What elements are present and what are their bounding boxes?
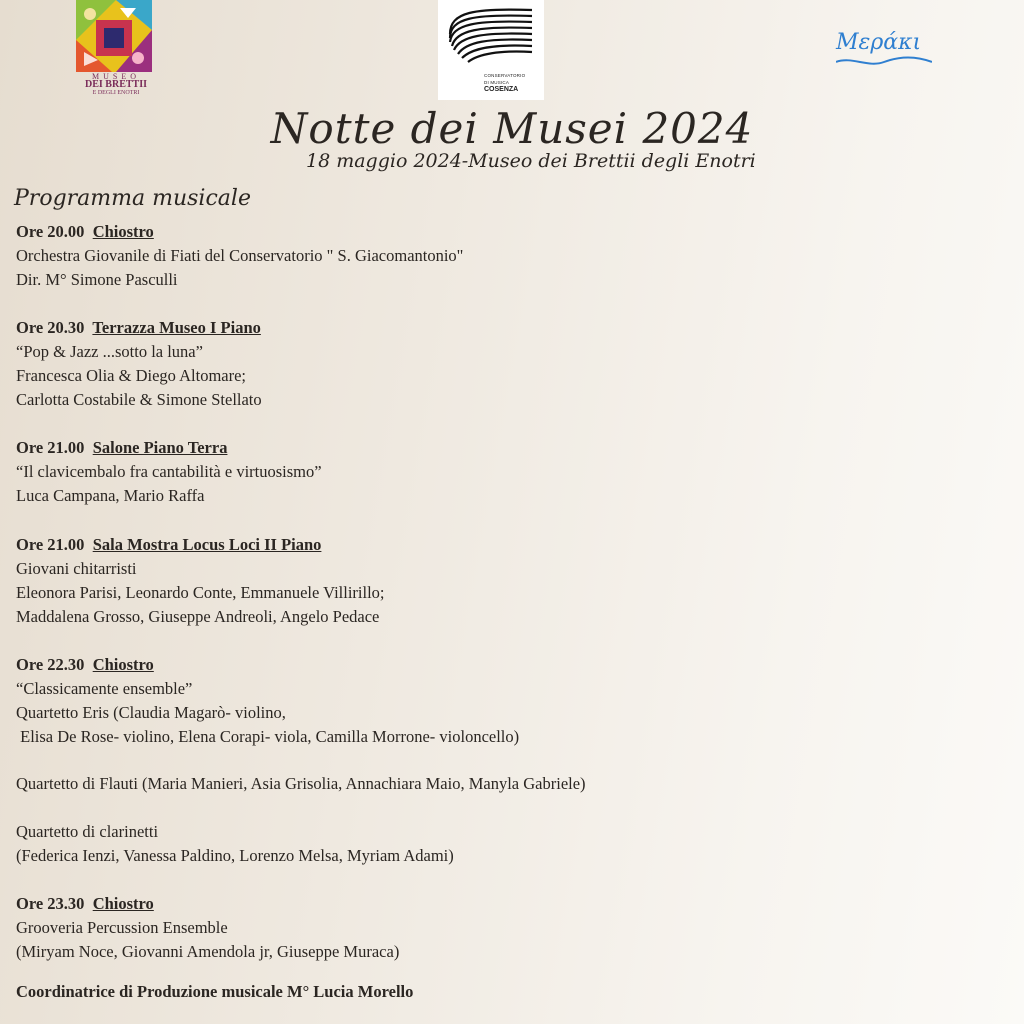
event-time: Ore 22.30 (16, 655, 85, 674)
event-time: Ore 21.00 (16, 535, 85, 554)
museum-logo-line2: DEI BRETTII (85, 79, 147, 90)
event-line: (Federica Ienzi, Vanessa Paldino, Lorenzo Melsa, Myriam Adami) (16, 846, 454, 865)
event-venue: Terrazza Museo I Piano (92, 318, 261, 337)
event-line: “Classicamente ensemble” (16, 679, 193, 698)
event-venue: Chiostro (92, 894, 154, 913)
event-heading (16, 438, 227, 458)
event-line: Francesca Olia & Diego Altomare; (16, 366, 247, 385)
conservatory-logo (438, 0, 544, 100)
event-heading (16, 655, 154, 675)
museum-logo-line1: MUSEO (91, 72, 140, 81)
event-line: Dir. M° Simone Pasculli (16, 270, 178, 289)
event-venue: Chiostro (92, 655, 154, 674)
meraki-wave-icon (836, 56, 932, 68)
event-time: Ore 23.30 (16, 894, 85, 913)
event-line: Quartetto Eris (Claudia Magarò- violino, (16, 703, 286, 722)
conservatory-line2: DI MUSICA (484, 80, 510, 85)
section-title: Programma musicale (14, 186, 251, 211)
event-line: Quartetto di Flauti (Maria Manieri, Asia Grisolia, Annachiara Maio, Manyla Gabriele) (16, 774, 586, 793)
event-line: Luca Campana, Mario Raffa (16, 486, 205, 505)
event-line: Maddalena Grosso, Giuseppe Andreoli, Angelo Pedace (16, 607, 380, 626)
meraki-logo (836, 30, 921, 55)
event-line: Quartetto di clarinetti (16, 822, 159, 841)
event-time: Ore 20.30 (16, 318, 85, 337)
event-heading (16, 222, 154, 242)
conservatory-line3: COSENZA (484, 86, 519, 93)
conservatory-waves-icon (444, 4, 538, 70)
page-title: Notte dei Musei 2024 (270, 104, 754, 153)
event-venue: Chiostro (92, 222, 154, 241)
event-line: Orchestra Giovanile di Fiati del Conservatorio " S. Giacomantonio" (16, 246, 464, 265)
conservatory-line1: CONSERVATORIO (484, 73, 526, 78)
page-subtitle: 18 maggio 2024-Museo dei Brettii degli Enotri (306, 150, 756, 172)
event-heading (16, 318, 261, 338)
event-time: Ore 20.00 (16, 222, 85, 241)
event-venue: Salone Piano Terra (92, 438, 228, 457)
meraki-logo-text: Μεράκι (836, 30, 922, 55)
production-coordinator: Coordinatrice di Produzione musicale M° Lucia Morello (16, 982, 414, 1001)
event-heading (16, 535, 321, 555)
museum-mosaic-logo (76, 0, 152, 72)
museum-logo-line3: E DEGLI ENOTRI (92, 90, 140, 96)
event-line: Giovani chitarristi (16, 559, 137, 578)
event-line: Carlotta Costabile & Simone Stellato (16, 390, 262, 409)
event-line: Grooveria Percussion Ensemble (16, 918, 228, 937)
event-venue: Sala Mostra Locus Loci II Piano (92, 535, 322, 554)
event-heading (16, 894, 154, 914)
event-line: (Miryam Noce, Giovanni Amendola jr, Giuseppe Muraca) (16, 942, 400, 961)
event-line: Elisa De Rose- violino, Elena Corapi- viola, Camilla Morrone- violoncello) (16, 727, 520, 746)
event-time: Ore 21.00 (16, 438, 85, 457)
event-line: Eleonora Parisi, Leonardo Conte, Emmanuele Villirillo; (16, 583, 385, 602)
event-line: “Il clavicembalo fra cantabilità e virtuosismo” (16, 462, 322, 481)
museum-logo (76, 0, 156, 104)
event-line: “Pop & Jazz ...sotto la luna” (16, 342, 203, 361)
